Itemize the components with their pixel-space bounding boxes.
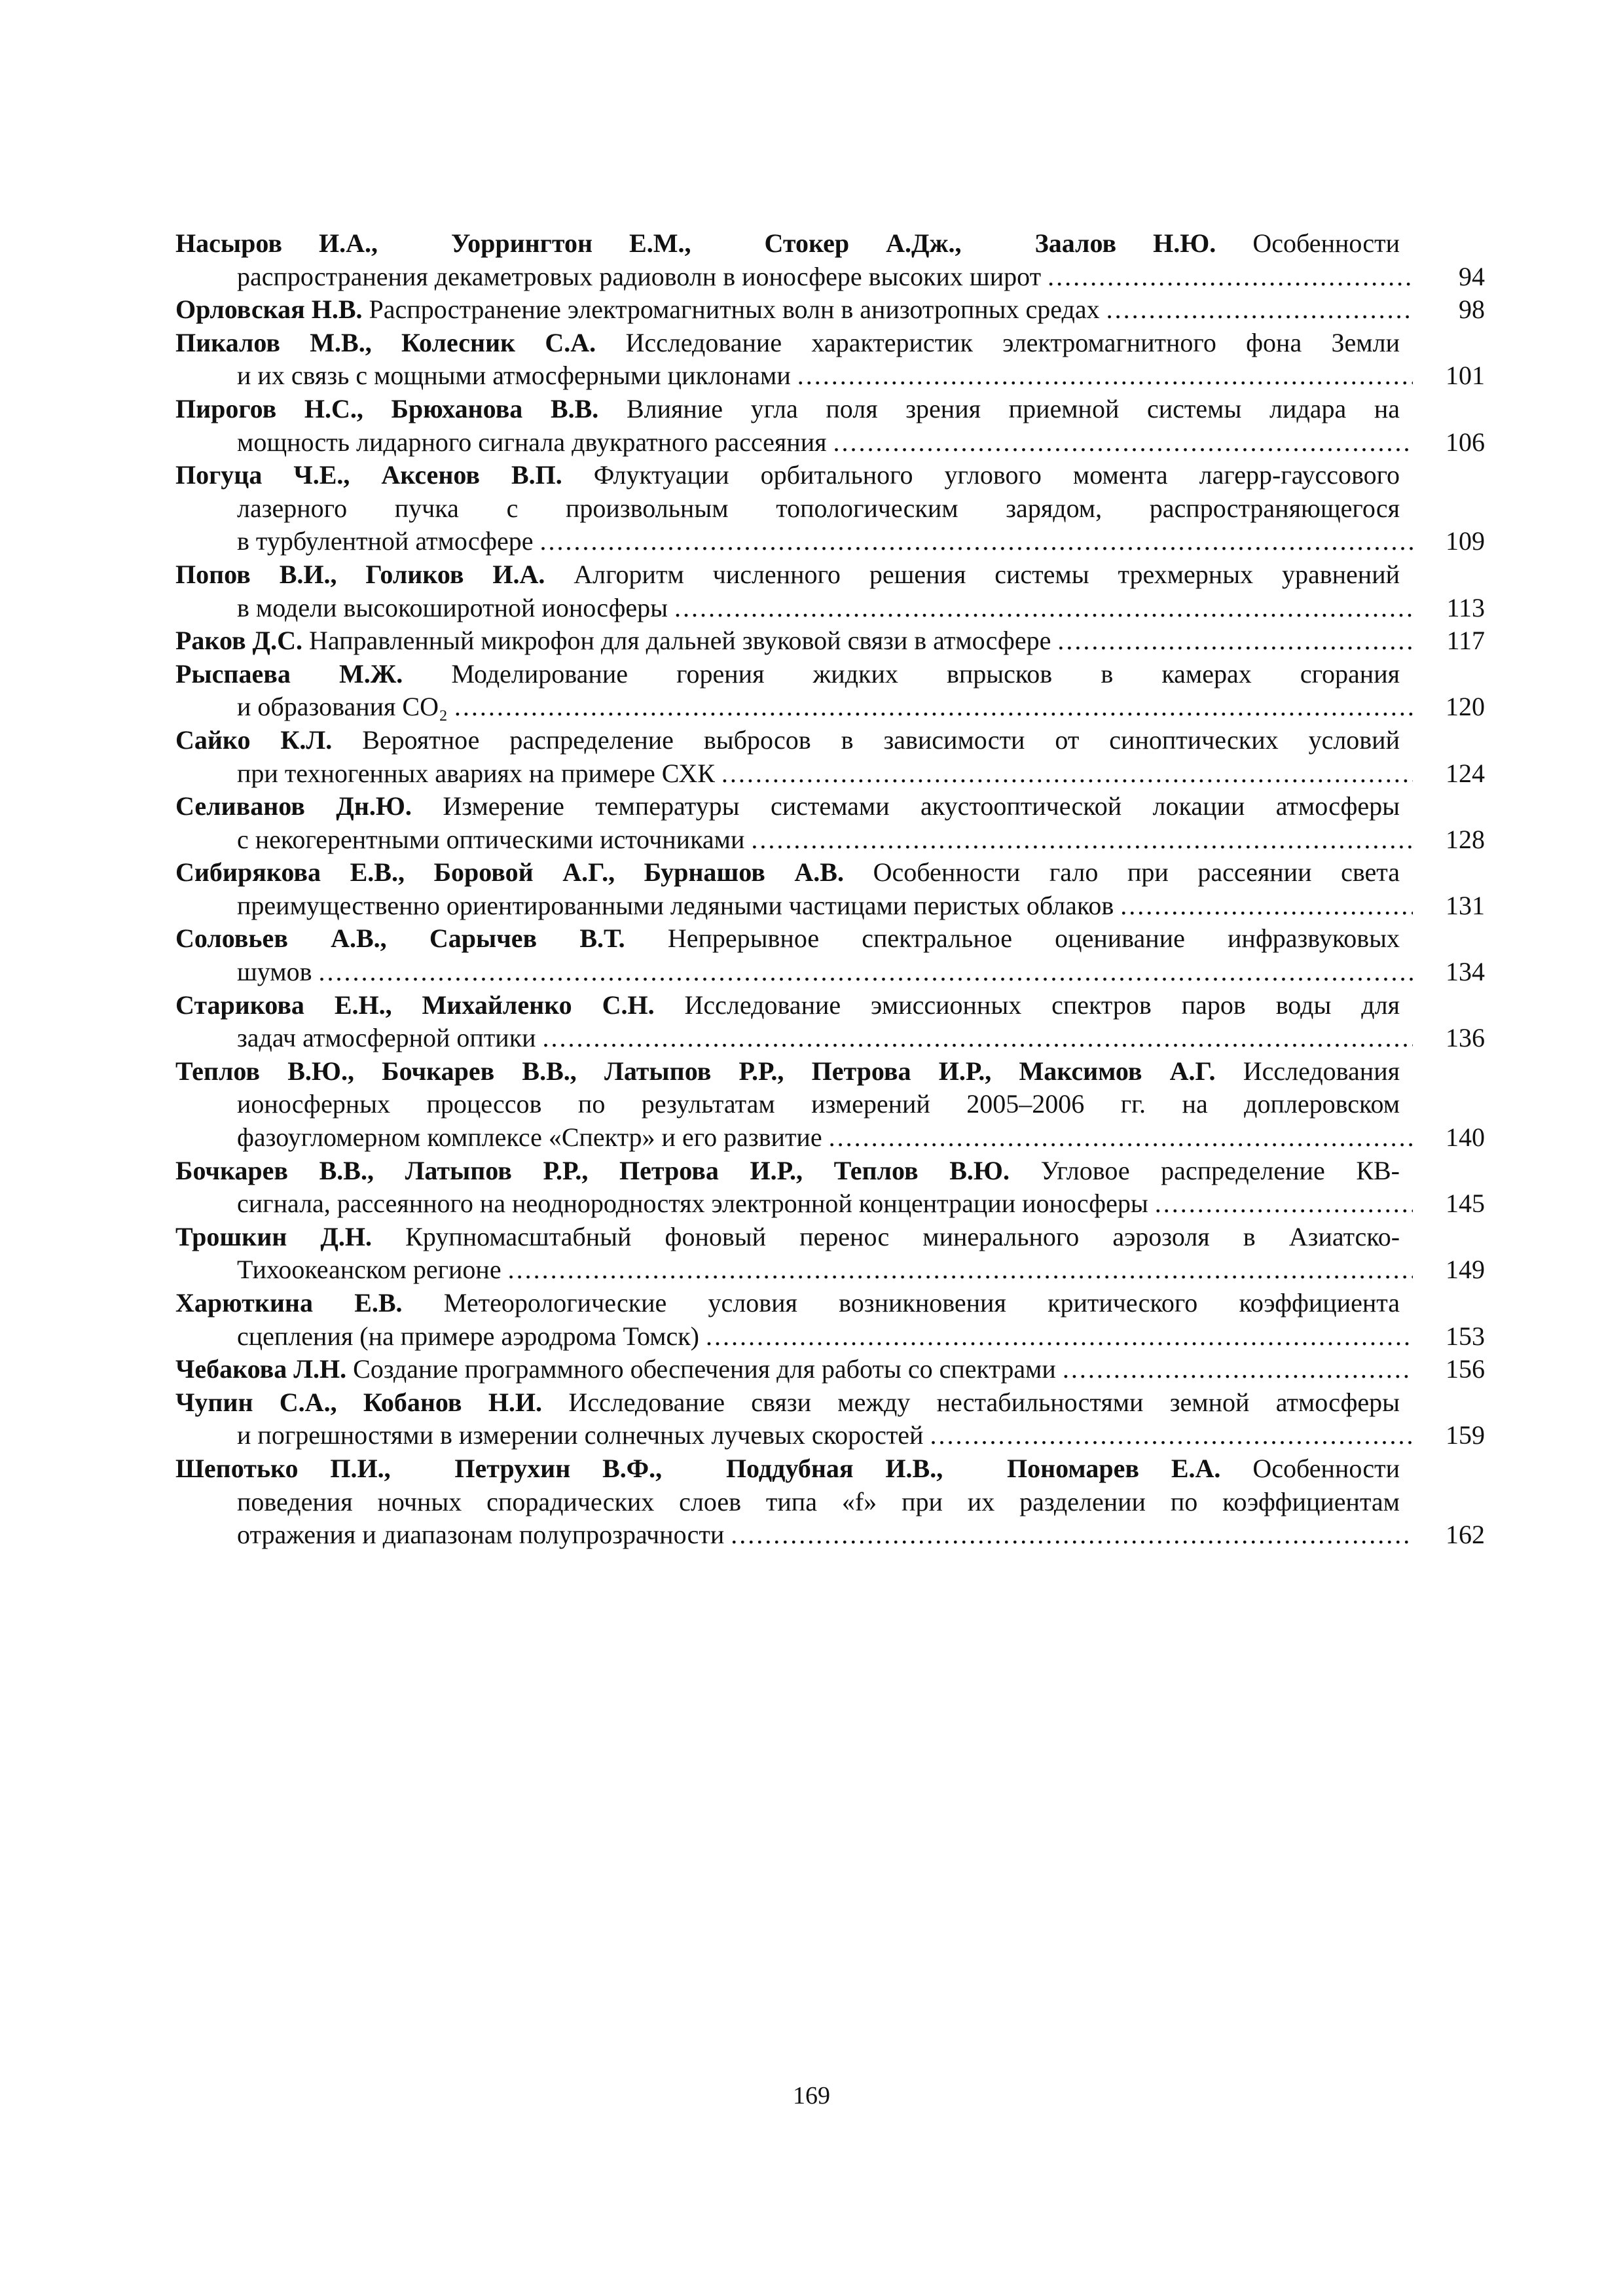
toc-authors: Харюткина Е.В. — [175, 1288, 403, 1318]
toc-title: Особенности гало при рассеянии света — [873, 857, 1400, 888]
toc-entry — [175, 1055, 1485, 1155]
toc-authors: Старикова Е.Н., Михайленко С.Н. — [175, 990, 655, 1020]
toc-entry — [175, 1386, 1485, 1452]
toc-page-number: 162 — [1446, 1520, 1485, 1550]
toc-page-number: 156 — [1446, 1354, 1485, 1384]
toc-entry-line: поведения ночных спорадических слоев типа «f» при их разделении по коэффициентам — [237, 1486, 1400, 1516]
toc-entry — [175, 227, 1485, 293]
toc-entry-last-line — [175, 1320, 1485, 1354]
toc-title: Измерение температуры системами акустооптической локации атмосферы — [443, 791, 1400, 821]
toc-entry-first-line — [175, 790, 1400, 823]
toc-title: Влияние угла поля зрения приемной системы лидара на — [626, 393, 1400, 423]
toc-page-number: 149 — [1446, 1255, 1485, 1285]
toc-title-continuation: и погрешностями в измерении солнечных лучевых скоростей — [237, 1420, 924, 1450]
toc-page-number: 153 — [1446, 1321, 1485, 1351]
toc-entry — [175, 724, 1485, 790]
toc-title: Особенности — [1252, 1453, 1400, 1483]
toc-title-continuation: в модели высокоширотной ионосферы — [237, 592, 668, 622]
toc-page-number: 145 — [1446, 1189, 1485, 1219]
toc-authors: Пирогов Н.С., Брюханова В.В. — [175, 393, 599, 423]
toc-title: Непрерывное спектральное оценивание инфразвуковых — [667, 924, 1400, 954]
toc-entry — [175, 558, 1485, 624]
toc-entry-first-line — [175, 1221, 1400, 1254]
toc-title-continuation: Тихоокеанском регионе — [237, 1255, 501, 1285]
toc-entry-last-line — [175, 426, 1485, 459]
dot-leader — [543, 1022, 1413, 1055]
toc-authors: Соловьев А.В., Сарычев В.Т. — [175, 924, 625, 954]
toc-entry — [175, 1452, 1485, 1552]
dot-leader — [540, 525, 1413, 558]
toc-authors: Рыспаева М.Ж. — [175, 658, 403, 689]
toc-title-continuation: шумов — [237, 957, 312, 987]
toc-entry-first-line — [175, 922, 1400, 956]
toc-entry — [175, 1287, 1485, 1353]
toc-title-continuation: в турбулентной атмосфере — [237, 526, 534, 556]
toc-entry-last-line — [175, 260, 1485, 294]
toc-title-continuation: мощность лидарного сигнала двукратного рассеяния — [237, 427, 827, 457]
dot-leader — [706, 1320, 1413, 1354]
toc-entry-last-line — [175, 1187, 1485, 1221]
toc-entry-first-line — [175, 1386, 1400, 1420]
toc-authors: Трошкин Д.Н. — [175, 1221, 373, 1251]
dot-leader — [751, 823, 1413, 857]
toc-title: Моделирование горения жидких впрысков в камерах сгорания — [451, 658, 1400, 689]
toc-title: Направленный микрофон для дальней звуковой связи в атмосфере — [308, 626, 1051, 656]
toc-authors: Насыров И.А., Уоррингтон Е.М., Стокер А.Дж., Заалов Н.Ю. — [175, 228, 1216, 258]
toc-authors: Попов В.И., Голиков И.А. — [175, 559, 545, 589]
toc-page-number: 159 — [1446, 1420, 1485, 1450]
toc-entry-last-line — [175, 1518, 1485, 1552]
page-number: 169 — [793, 2082, 830, 2109]
toc-entry — [175, 393, 1485, 459]
toc-title: Исследование характеристик электромагнитного фона Земли — [625, 327, 1400, 357]
toc-entry — [175, 459, 1485, 558]
toc-entry-first-line — [175, 393, 1400, 426]
table-of-contents — [175, 227, 1485, 1552]
toc-entry-last-line — [175, 359, 1485, 393]
toc-page-number: 101 — [1446, 361, 1485, 391]
toc-title: Исследование связи между нестабильностями земной атмосферы — [568, 1387, 1400, 1417]
toc-entry — [175, 856, 1485, 922]
toc-authors: Сибирякова Е.В., Боровой А.Г., Бурнашов А.В. — [175, 857, 844, 888]
toc-entry-last-line — [175, 624, 1485, 658]
toc-entry — [175, 1353, 1485, 1386]
dot-leader — [833, 426, 1413, 459]
toc-page-number: 120 — [1446, 692, 1485, 722]
toc-entry — [175, 922, 1485, 988]
toc-entry-last-line — [175, 823, 1485, 857]
toc-entry-last-line — [175, 525, 1485, 558]
dot-leader — [1063, 1353, 1413, 1386]
dot-leader — [508, 1253, 1413, 1287]
dot-leader — [1048, 260, 1413, 294]
toc-entry — [175, 1221, 1485, 1287]
toc-authors: Раков Д.С. — [175, 626, 302, 656]
toc-title: Метеорологические условия возникновения критического коэффициента — [443, 1288, 1400, 1318]
toc-authors: Орловская Н.В. — [175, 295, 363, 325]
toc-entry-last-line — [175, 1121, 1485, 1155]
toc-authors: Теплов В.Ю., Бочкарев В.В., Латыпов Р.Р., Петрова И.Р., Максимов А.Г. — [175, 1056, 1216, 1086]
toc-entry-last-line — [175, 592, 1485, 625]
toc-title: Флуктуации орбитального углового момента лагерр-гауссового — [593, 460, 1400, 490]
toc-authors: Бочкарев В.В., Латыпов Р.Р., Петрова И.Р., Теплов В.Ю. — [175, 1155, 1010, 1185]
dot-leader — [318, 956, 1413, 989]
toc-entry-last-line — [175, 293, 1485, 327]
toc-entry-first-line — [175, 1452, 1400, 1486]
toc-title: Особенности — [1252, 228, 1400, 258]
toc-authors: Чупин С.А., Кобанов Н.И. — [175, 1387, 543, 1417]
toc-entry-first-line — [175, 1287, 1400, 1320]
dot-leader — [454, 691, 1413, 724]
toc-entry-last-line — [175, 1353, 1485, 1386]
toc-page-number: 106 — [1446, 427, 1485, 457]
toc-page-number: 140 — [1446, 1122, 1485, 1153]
toc-page-number: 98 — [1459, 295, 1485, 325]
toc-entry — [175, 624, 1485, 658]
toc-title-continuation: преимущественно ориентированными ледяными частицами перистых облаков — [237, 890, 1114, 920]
toc-title: Исследования — [1243, 1056, 1400, 1086]
toc-page-number: 94 — [1459, 261, 1485, 291]
toc-entry-last-line — [175, 757, 1485, 791]
dot-leader — [829, 1121, 1413, 1155]
toc-entry — [175, 658, 1485, 724]
toc-title-continuation: и образования CO₂ — [237, 692, 448, 722]
toc-authors: Селиванов Дн.Ю. — [175, 791, 412, 821]
dot-leader — [1057, 624, 1413, 658]
toc-title: Алгоритм численного решения системы трехмерных уравнений — [574, 559, 1400, 589]
toc-entry-last-line — [175, 691, 1485, 724]
toc-entry-line: ионосферных процессов по результатам измерений 2005–2006 гг. на доплеровском — [237, 1089, 1400, 1119]
toc-entry-last-line — [175, 889, 1485, 923]
dot-leader — [1120, 889, 1413, 923]
toc-entry — [175, 989, 1485, 1055]
toc-title: Крупномасштабный фоновый перенос минерального аэрозоля в Азиатско- — [405, 1221, 1400, 1251]
toc-title-continuation: распространения декаметровых радиоволн в ионосфере высоких широт — [237, 261, 1042, 291]
toc-page-number: 134 — [1446, 957, 1485, 987]
toc-authors: Чебакова Л.Н. — [175, 1354, 347, 1384]
toc-entry-last-line — [175, 1419, 1485, 1452]
toc-entry — [175, 293, 1485, 327]
toc-title: Угловое распределение КВ- — [1040, 1155, 1400, 1185]
dot-leader — [721, 757, 1413, 791]
toc-entry-first-line — [175, 327, 1400, 360]
toc-entry-first-line — [175, 658, 1400, 691]
toc-title-continuation: при техногенных авариях на примере СХК — [237, 758, 715, 788]
toc-page-number: 117 — [1446, 626, 1485, 656]
toc-entry — [175, 327, 1485, 393]
toc-title-continuation: задач атмосферной оптики — [237, 1023, 536, 1053]
dot-leader — [1106, 293, 1413, 327]
toc-entry-first-line — [175, 459, 1400, 492]
toc-entry-first-line — [175, 1155, 1400, 1188]
toc-page-number: 128 — [1446, 824, 1485, 854]
dot-leader — [674, 592, 1413, 625]
dot-leader — [1155, 1187, 1413, 1221]
toc-authors: Пикалов М.В., Колесник С.А. — [175, 327, 596, 357]
toc-page-number: 136 — [1446, 1023, 1485, 1053]
toc-title: Вероятное распределение выбросов в зависимости от синоптических условий — [362, 725, 1400, 755]
toc-entry-line: лазерного пучка с произвольным топологическим зарядом, распространяющегося — [237, 493, 1400, 523]
toc-entry-last-line — [175, 956, 1485, 989]
toc-title-continuation: сигнала, рассеянного на неоднородностях электронной концентрации ионосферы — [237, 1189, 1148, 1219]
toc-entry-first-line — [175, 989, 1400, 1022]
toc-authors: Погуца Ч.Е., Аксенов В.П. — [175, 460, 562, 490]
dot-leader — [930, 1419, 1413, 1452]
toc-entry-first-line — [175, 1055, 1400, 1088]
toc-entry-last-line — [175, 1022, 1485, 1055]
toc-entry-last-line — [175, 1253, 1485, 1287]
toc-authors: Сайко К.Л. — [175, 725, 333, 755]
toc-title-continuation: сцепления (на примере аэродрома Томск) — [237, 1321, 699, 1351]
toc-entry-first-line — [175, 227, 1400, 260]
toc-title-continuation: и их связь с мощными атмосферными циклонами — [237, 361, 791, 391]
toc-entry-first-line — [175, 724, 1400, 757]
toc-page-number: 124 — [1446, 758, 1485, 788]
toc-title: Создание программного обеспечения для работы со спектрами — [353, 1354, 1056, 1384]
toc-authors: Шепотько П.И., Петрухин В.Ф., Поддубная И.В., Пономарев Е.А. — [175, 1453, 1221, 1483]
toc-page-number: 131 — [1446, 890, 1485, 920]
toc-entry — [175, 790, 1485, 856]
toc-title-continuation: с некогерентными оптическими источниками — [237, 824, 745, 854]
toc-entry — [175, 1155, 1485, 1221]
toc-entry-first-line — [175, 856, 1400, 889]
toc-title-continuation: фазоугломерном комплексе «Спектр» и его развитие — [237, 1122, 822, 1153]
toc-page-number: 113 — [1446, 592, 1485, 622]
dot-leader — [797, 359, 1413, 393]
toc-entry-first-line — [175, 558, 1400, 592]
toc-page-number: 109 — [1446, 526, 1485, 556]
toc-title-continuation: отражения и диапазонам полупрозрачности — [237, 1520, 725, 1550]
dot-leader — [731, 1518, 1413, 1552]
toc-title: Исследование эмиссионных спектров паров воды для — [684, 990, 1400, 1020]
toc-title: Распространение электромагнитных волн в анизотропных средах — [369, 295, 1100, 325]
